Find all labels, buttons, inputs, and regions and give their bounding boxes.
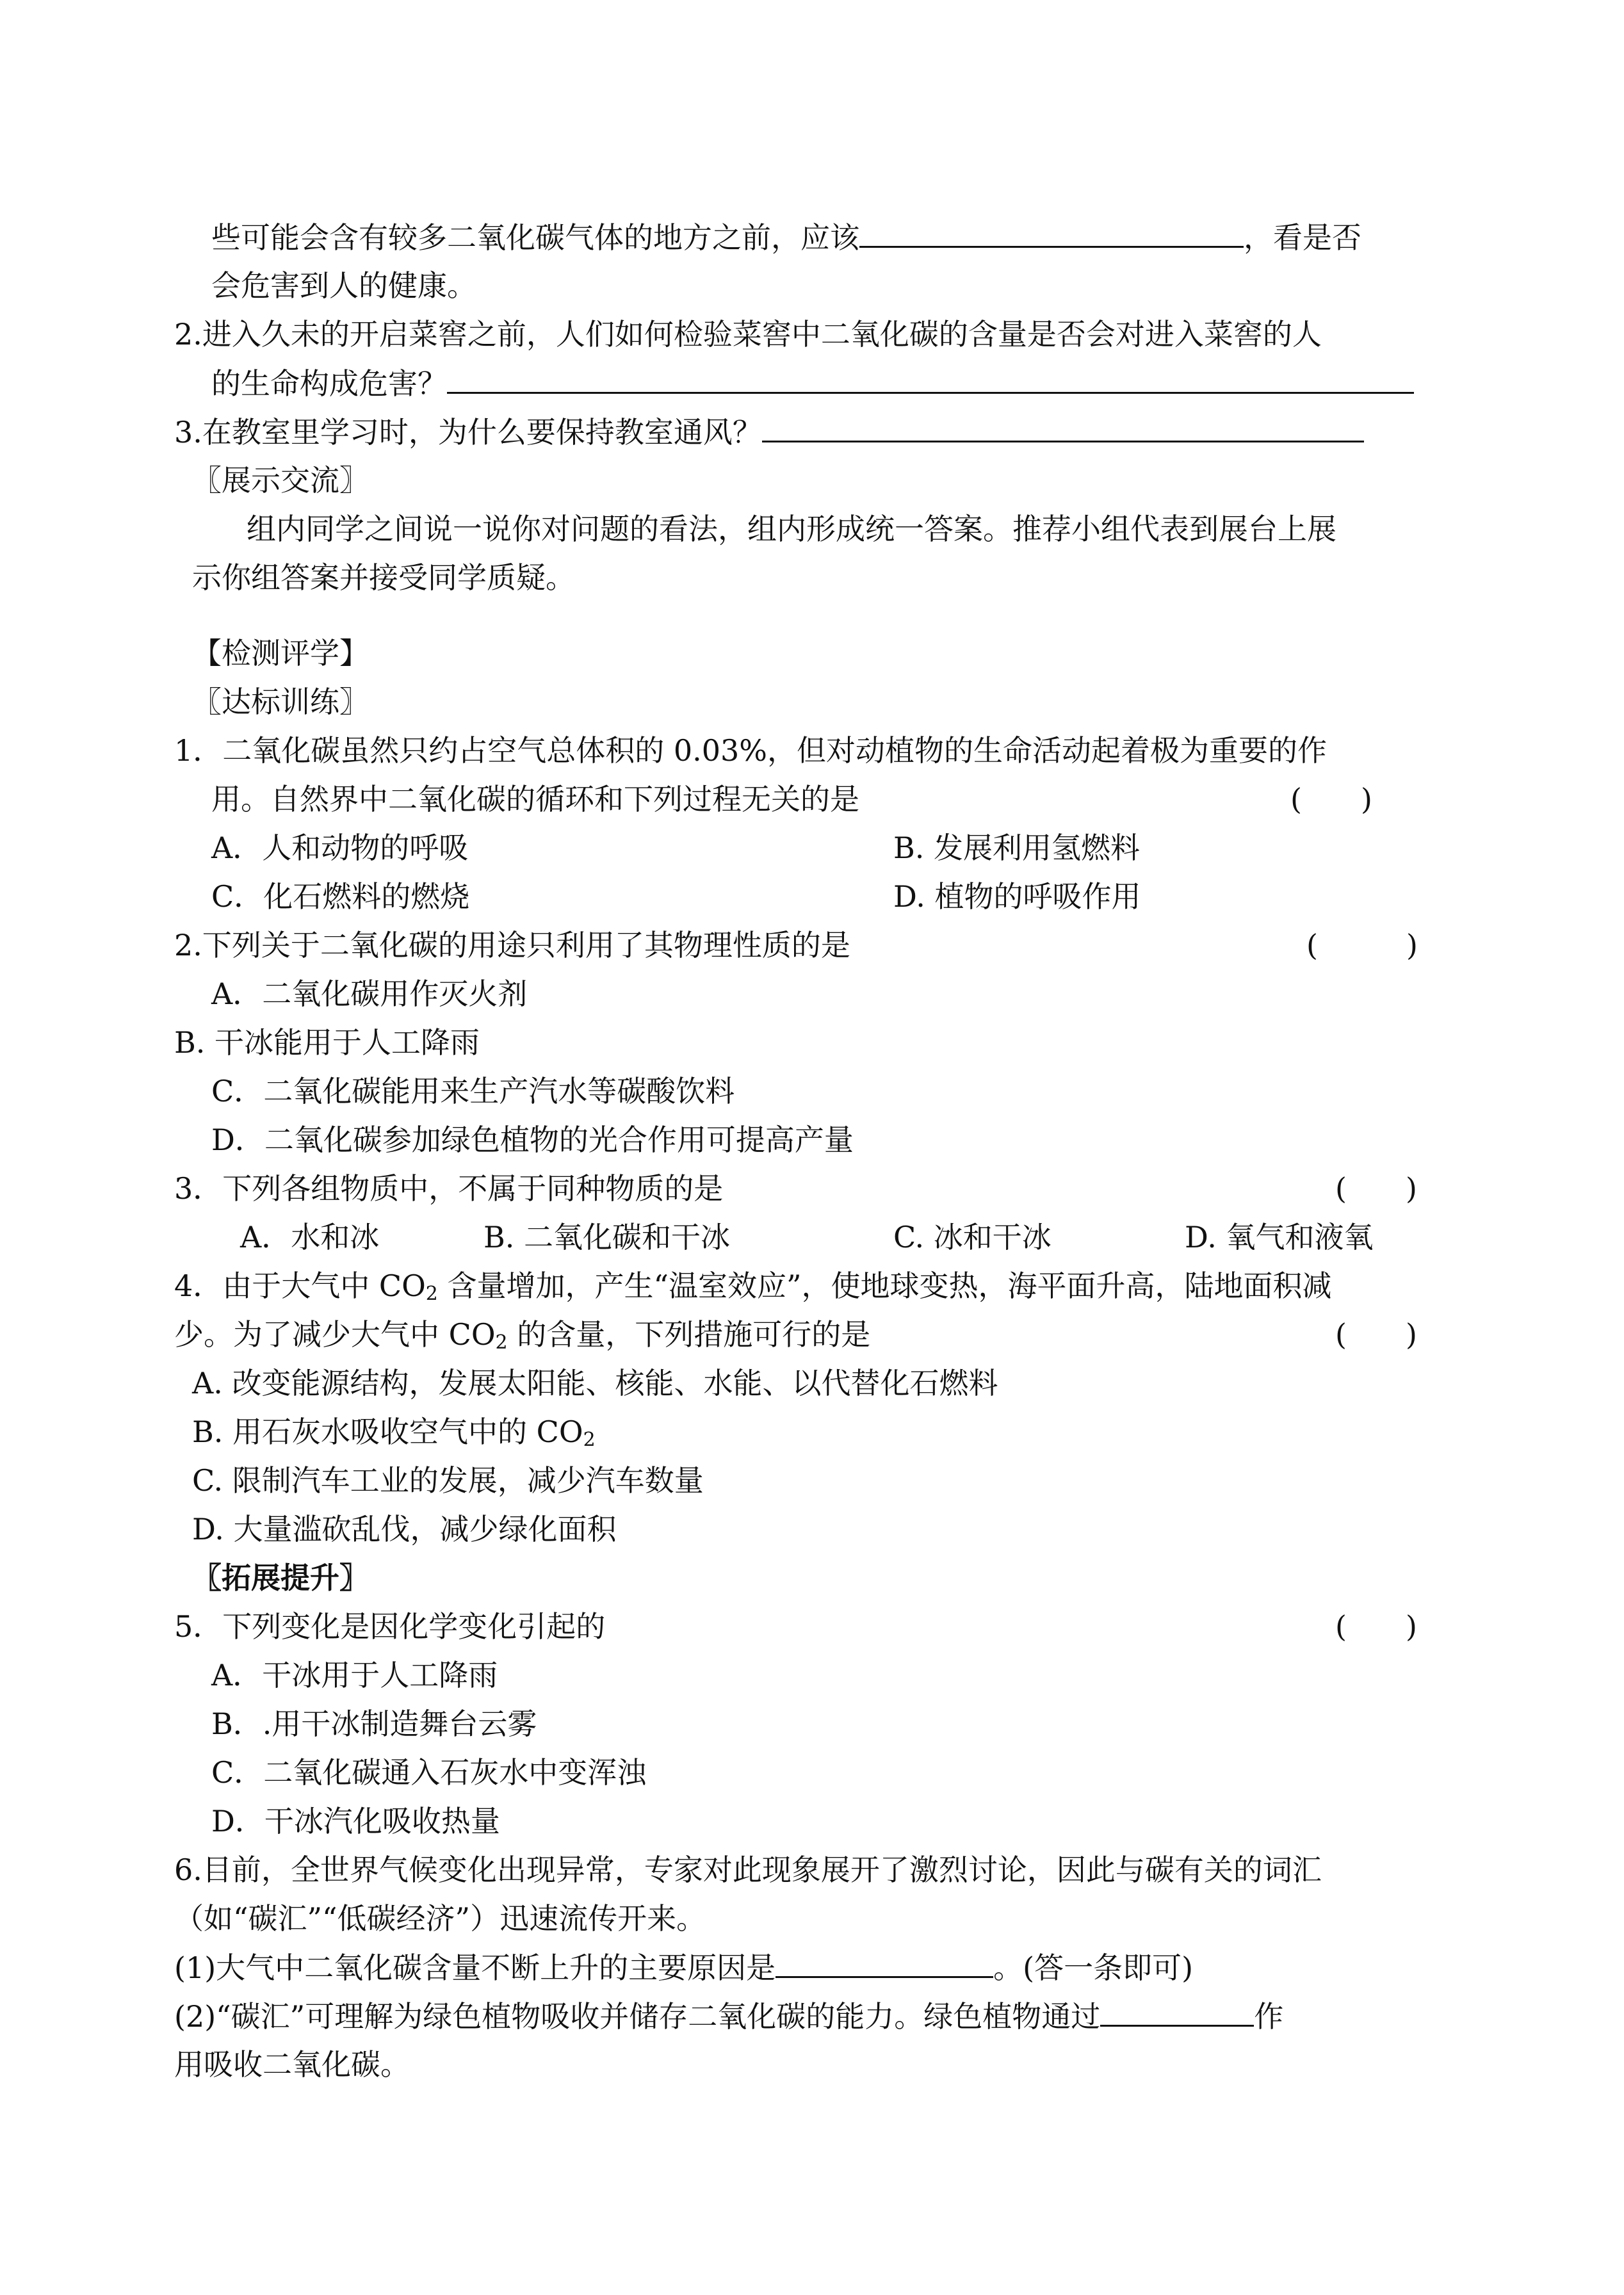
section-heading-extend: 〖拓展提升〗 [192,1561,369,1595]
q5-stem: 5．下列变化是因化学变化引起的 [174,1609,606,1644]
q3-stem: 3．下列各组物质中，不属于同种物质的是 [174,1171,724,1206]
question-3 [174,412,1364,451]
show-paragraph-line-1: 组内同学之间说一说你对问题的看法，组内形成统一答案。推荐小组代表到展台上展 [247,512,1336,546]
q3-answer-paren[interactable]: ( ) [1335,1171,1417,1206]
q4-option-a[interactable]: A. 改变能源结构，发展太阳能、核能、水能、以代替化石燃料 [192,1366,998,1400]
q6-part-2 [174,1997,1283,2035]
q3-option-b[interactable]: B. 二氧化碳和干冰 [483,1220,731,1254]
q1-stem-line-1: 1．二氧化碳虽然只约占空气总体积的 0.03%，但对动植物的生命活动起着极为重要的作 [174,733,1328,768]
q3-option-d[interactable]: D. 氧气和液氧 [1185,1220,1374,1254]
q1-answer-paren[interactable]: ( ) [1290,782,1372,816]
q6-part-1-text: (1)大气中二氧化碳含量不断上升的主要原因是 [174,1950,776,1985]
question-2-line-1: 2.进入久未的开启菜窖之前，人们如何检验菜窖中二氧化碳的含量是否会对进入菜窖的人 [174,317,1322,352]
q5-answer-paren[interactable]: ( ) [1335,1609,1417,1644]
q5-option-b[interactable]: B．.用干冰制造舞台云雾 [211,1707,537,1741]
intro-line-2: 会危害到人的健康。 [211,268,476,303]
q6-part-2-text: (2)“碳汇”可理解为绿色植物吸收并储存二氧化碳的能力。绿色植物通过 [174,1999,1101,2034]
q4-option-d[interactable]: D. 大量滥砍乱伐，减少绿化面积 [192,1512,617,1546]
q4-option-b-text: B. 用石灰水吸收空气中的 CO [192,1415,583,1449]
answer-blank[interactable] [447,364,1414,394]
intro-line-1-text: 些可能会含有较多二氧化碳气体的地方之前，应该 [211,220,859,255]
q1-stem-line-2: 用。自然界中二氧化碳的循环和下列过程无关的是 [211,782,859,816]
section-heading-test: 【检测评学】 [192,636,369,670]
q5-option-d[interactable]: D．干冰汽化吸收热量 [211,1804,500,1838]
q4-subscript: 2 [583,1429,596,1451]
q4-option-c[interactable]: C. 限制汽车工业的发展，减少汽车数量 [192,1463,704,1498]
intro-line-1-tail: ，看是否 [1244,220,1361,255]
q1-option-b[interactable]: B. 发展利用氢燃料 [893,831,1141,865]
q4-stem-line-1 [174,1267,1332,1305]
q4-subscript: 2 [425,1283,438,1305]
q4-stem-line-2 [174,1315,870,1354]
q2-stem: 2.下列关于二氧化碳的用途只利用了其物理性质的是 [174,928,850,962]
q2-option-b[interactable]: B. 干冰能用于人工降雨 [174,1025,480,1060]
q6-part-2-line-2: 用吸收二氧化碳。 [174,2047,410,2082]
show-paragraph-line-2: 示你组答案并接受同学质疑。 [192,560,575,595]
q6-stem-line-2: （如“碳汇”“低碳经济”）迅速流传开来。 [174,1901,706,1936]
q5-option-a[interactable]: A．干冰用于人工降雨 [211,1658,498,1692]
question-2-line-2 [211,364,1414,402]
q6-part-1 [174,1948,1193,1986]
question-3-text: 3.在教室里学习时，为什么要保持教室通风？ [174,415,762,450]
answer-blank[interactable] [859,218,1244,248]
question-2-line-2-text: 的生命构成危害？ [211,366,447,401]
q4-option-b[interactable] [192,1413,596,1451]
q6-stem-line-1: 6.目前，全世界气候变化出现异常，专家对此现象展开了激烈讨论，因此与碳有关的词汇 [174,1853,1322,1887]
q4-stem-1b: 含量增加，产生“温室效应”，使地球变热，海平面升高，陆地面积减 [437,1269,1332,1303]
answer-blank[interactable] [762,412,1364,442]
q5-option-c[interactable]: C．二氧化碳通入石灰水中变浑浊 [211,1755,647,1790]
q2-option-d[interactable]: D．二氧化碳参加绿色植物的光合作用可提高产量 [211,1123,854,1157]
q1-option-d[interactable]: D. 植物的呼吸作用 [893,879,1141,914]
q2-option-a[interactable]: A．二氧化碳用作灭火剂 [211,977,528,1011]
section-heading-show: 〖展示交流〗 [192,463,369,498]
q4-stem-2a: 少。为了减少大气中 CO [174,1317,496,1352]
q4-stem-2b: 的含量，下列措施可行的是 [507,1317,871,1352]
q4-answer-paren[interactable]: ( ) [1335,1317,1417,1352]
q3-option-c[interactable]: C. 冰和干冰 [893,1220,1052,1254]
q2-answer-paren[interactable]: ( ) [1306,928,1418,962]
q6-part-2-tail: 作 [1254,1999,1284,2034]
q4-subscript: 2 [495,1331,508,1354]
q1-option-c[interactable]: C．化石燃料的燃烧 [211,879,470,914]
q4-stem-1a: 4．由于大气中 CO [174,1269,426,1303]
intro-line-1 [211,218,1361,256]
q1-option-a[interactable]: A．人和动物的呼吸 [211,831,469,865]
q3-option-a[interactable]: A．水和冰 [240,1220,380,1254]
answer-blank[interactable] [1100,1997,1254,2027]
q6-part-1-tail: 。(答一条即可) [993,1950,1194,1985]
section-subheading-standard: 〖达标训练〗 [192,685,369,719]
q2-option-c[interactable]: C．二氧化碳能用来生产汽水等碳酸饮料 [211,1074,735,1108]
answer-blank[interactable] [775,1948,993,1978]
